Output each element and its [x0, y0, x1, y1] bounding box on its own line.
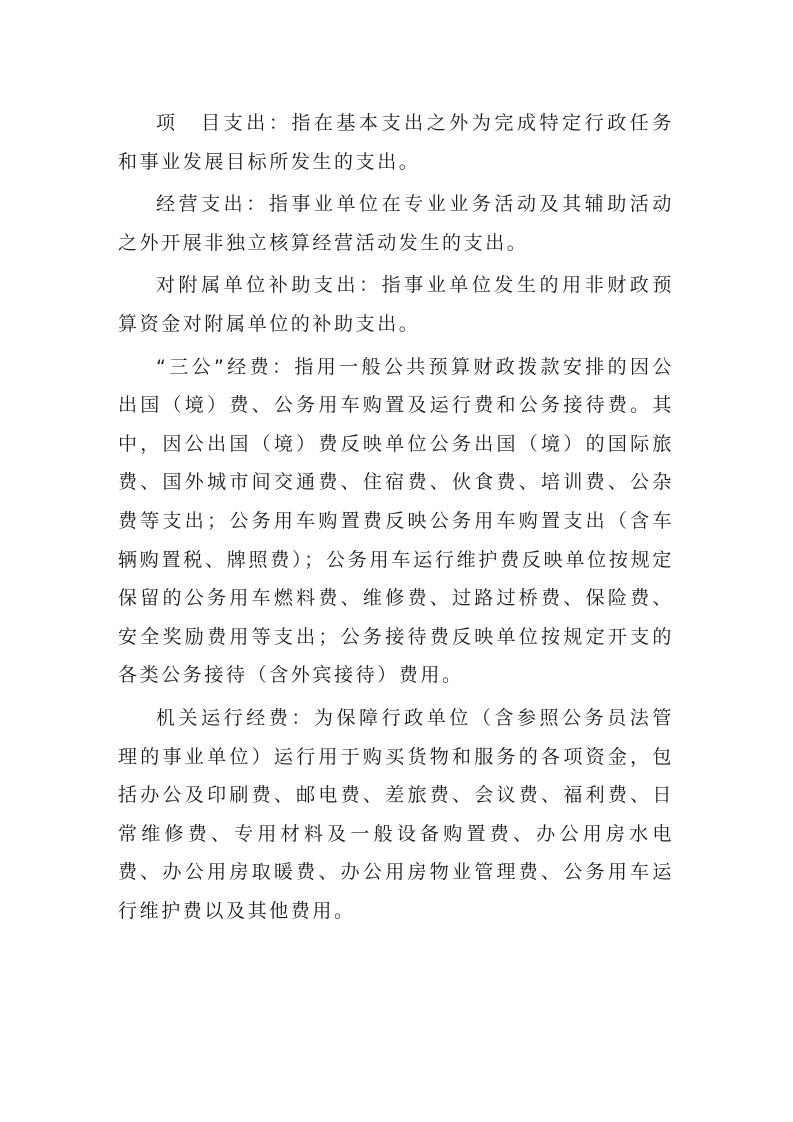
paragraph-project-expenditure [118, 104, 674, 181]
term-separator: ： [271, 355, 295, 378]
term-separator: ： [246, 193, 269, 216]
term-label: 经营支出 [156, 193, 247, 216]
term-definition: 指在基本支出之外为完成特定行政任务和事业发展目标所发生的支出。 [118, 112, 674, 173]
term-separator: ： [291, 706, 314, 729]
paragraph-agency-operating-funds [118, 699, 674, 931]
term-label: 机关运行经费 [156, 706, 292, 729]
term-separator: ： [268, 112, 292, 134]
term-label: 项 目支出 [156, 112, 269, 134]
term-definition: 指事业单位在专业业务活动及其辅助活动之外开展非独立核算经营活动发生的支出。 [118, 193, 674, 254]
term-label: 对附属单位补助支出 [156, 274, 360, 297]
paragraph-three-public-funds [118, 348, 674, 695]
term-definition: 指用一般公共预算财政拨款安排的因公出国（境）费、公务用车购置及运行费和公务接待费。其中，因公出国（境）费反映单位公务出国（境）的国际旅费、国外城市间交通费、住宿费、伙食费、培训费、公杂费等支出；公务用车购置费反映公务用车购置支出（含车辆购置税、牌照费）；公务用车运行维护费反映单位按规定保留的公务用车燃料费、维修费、过路过桥费、保险费、安全奖励费用等支出；公务接待费反映单位按规定开支的各类公务接待（含外宾接待）费用。 [118, 355, 675, 687]
term-separator: ： [359, 274, 382, 297]
paragraph-subsidy-expenditure [118, 266, 674, 343]
term-definition: 为保障行政单位（含参照公务员法管理的事业单位）运行用于购买货物和服务的各项资金，包括办公及印刷费、邮电费、差旅费、会议费、福利费、日常维修费、专用材料及一般设备购置费、办公用房水电费、办公用房取暖费、办公用房物业管理费、公务用车运行维护费以及其他费用。 [118, 706, 674, 922]
term-definition: 指事业单位发生的用非财政预算资金对附属单位的补助支出。 [118, 274, 674, 335]
paragraph-operating-expenditure [118, 185, 674, 262]
document-body [118, 104, 674, 934]
term-label: “三公”经费 [156, 355, 272, 378]
